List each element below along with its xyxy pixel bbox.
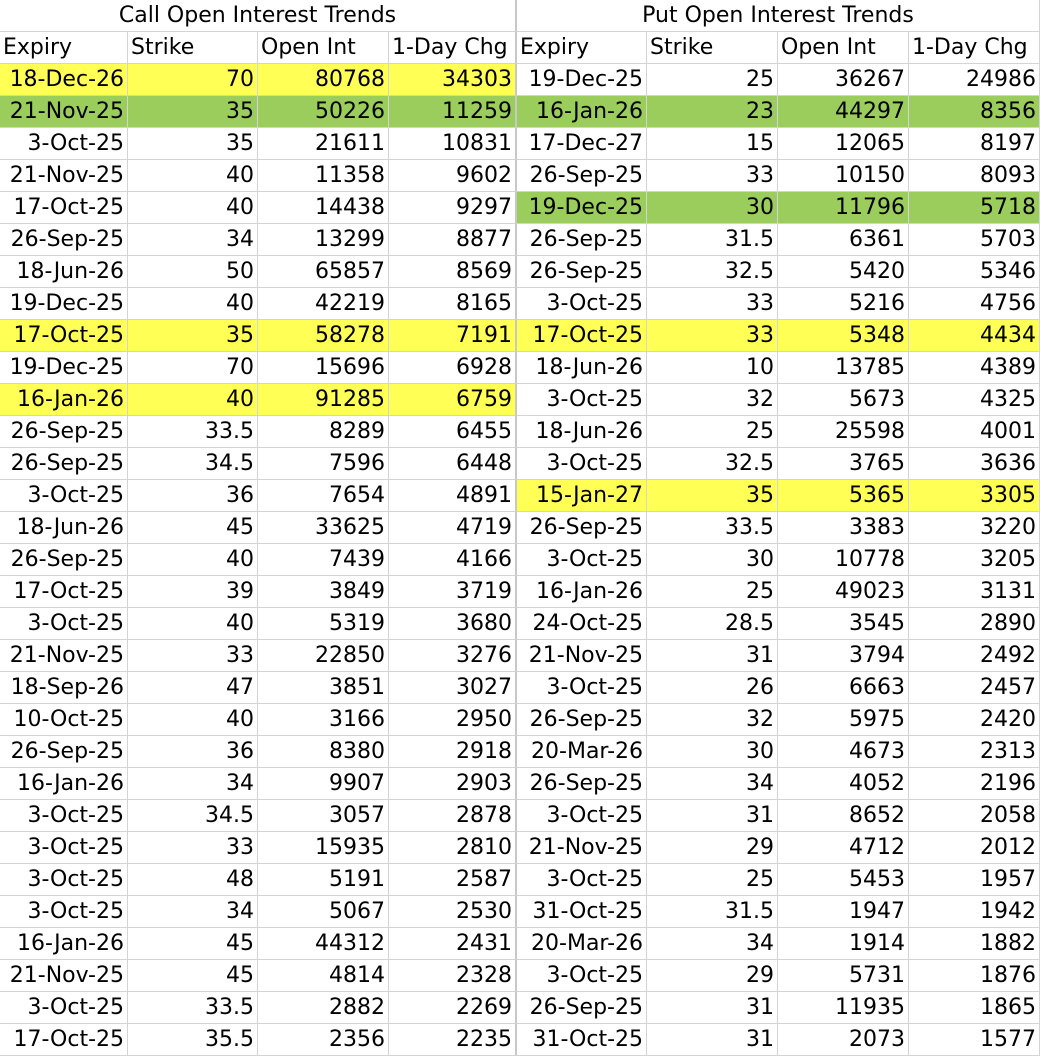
put-cell-open-int[interactable]: 6663	[778, 672, 909, 704]
put-cell-expiry[interactable]: 3-Oct-25	[517, 672, 647, 704]
call-cell-open-int[interactable]: 4814	[258, 960, 389, 992]
call-cell-strike[interactable]: 48	[128, 864, 258, 896]
put-cell-strike[interactable]: 25	[647, 416, 778, 448]
call-cell-chg[interactable]: 6448	[389, 448, 517, 480]
put-cell-strike[interactable]: 26	[647, 672, 778, 704]
call-cell-strike[interactable]: 40	[128, 160, 258, 192]
put-cell-chg[interactable]: 8197	[909, 128, 1040, 160]
put-cell-strike[interactable]: 28.5	[647, 608, 778, 640]
call-cell-strike[interactable]: 40	[128, 384, 258, 416]
call-cell-strike[interactable]: 39	[128, 576, 258, 608]
put-cell-expiry[interactable]: 16-Jan-26	[517, 576, 647, 608]
put-cell-strike[interactable]: 32	[647, 384, 778, 416]
put-cell-expiry[interactable]: 20-Mar-26	[517, 928, 647, 960]
put-cell-open-int[interactable]: 3545	[778, 608, 909, 640]
call-cell-strike[interactable]: 40	[128, 704, 258, 736]
call-cell-open-int[interactable]: 58278	[258, 320, 389, 352]
call-cell-chg[interactable]: 2269	[389, 992, 517, 1024]
put-cell-chg[interactable]: 8356	[909, 96, 1040, 128]
put-cell-chg[interactable]: 5718	[909, 192, 1040, 224]
call-cell-expiry[interactable]: 17-Oct-25	[0, 1024, 128, 1056]
put-cell-strike[interactable]: 31	[647, 992, 778, 1024]
call-cell-expiry[interactable]: 3-Oct-25	[0, 896, 128, 928]
call-cell-open-int[interactable]: 5067	[258, 896, 389, 928]
put-cell-expiry[interactable]: 3-Oct-25	[517, 960, 647, 992]
call-cell-open-int[interactable]: 7654	[258, 480, 389, 512]
put-cell-strike[interactable]: 15	[647, 128, 778, 160]
put-cell-open-int[interactable]: 6361	[778, 224, 909, 256]
put-cell-strike[interactable]: 32.5	[647, 448, 778, 480]
call-cell-strike[interactable]: 40	[128, 288, 258, 320]
put-cell-expiry[interactable]: 15-Jan-27	[517, 480, 647, 512]
put-cell-chg[interactable]: 4389	[909, 352, 1040, 384]
put-header-expiry[interactable]: Expiry	[517, 32, 647, 64]
put-cell-chg[interactable]: 2457	[909, 672, 1040, 704]
put-cell-strike[interactable]: 31.5	[647, 224, 778, 256]
put-cell-open-int[interactable]: 1947	[778, 896, 909, 928]
put-cell-open-int[interactable]: 3765	[778, 448, 909, 480]
put-cell-chg[interactable]: 1942	[909, 896, 1040, 928]
put-cell-expiry[interactable]: 20-Mar-26	[517, 736, 647, 768]
call-cell-open-int[interactable]: 9907	[258, 768, 389, 800]
call-cell-open-int[interactable]: 3849	[258, 576, 389, 608]
put-cell-expiry[interactable]: 21-Nov-25	[517, 832, 647, 864]
call-cell-open-int[interactable]: 5191	[258, 864, 389, 896]
call-cell-strike[interactable]: 34.5	[128, 448, 258, 480]
put-cell-chg[interactable]: 5346	[909, 256, 1040, 288]
call-cell-expiry[interactable]: 17-Oct-25	[0, 576, 128, 608]
put-cell-chg[interactable]: 4434	[909, 320, 1040, 352]
put-cell-chg[interactable]: 3636	[909, 448, 1040, 480]
call-cell-expiry[interactable]: 3-Oct-25	[0, 992, 128, 1024]
call-cell-expiry[interactable]: 16-Jan-26	[0, 928, 128, 960]
call-cell-strike[interactable]: 40	[128, 608, 258, 640]
put-cell-strike[interactable]: 35	[647, 480, 778, 512]
call-cell-open-int[interactable]: 44312	[258, 928, 389, 960]
put-cell-open-int[interactable]: 5216	[778, 288, 909, 320]
call-cell-strike[interactable]: 35	[128, 128, 258, 160]
call-cell-expiry[interactable]: 3-Oct-25	[0, 128, 128, 160]
put-cell-strike[interactable]: 32.5	[647, 256, 778, 288]
put-cell-strike[interactable]: 29	[647, 832, 778, 864]
put-cell-strike[interactable]: 25	[647, 864, 778, 896]
call-cell-expiry[interactable]: 26-Sep-25	[0, 736, 128, 768]
call-cell-strike[interactable]: 40	[128, 544, 258, 576]
put-cell-chg[interactable]: 1876	[909, 960, 1040, 992]
put-cell-strike[interactable]: 29	[647, 960, 778, 992]
call-cell-strike[interactable]: 33.5	[128, 992, 258, 1024]
put-cell-chg[interactable]: 2492	[909, 640, 1040, 672]
call-cell-open-int[interactable]: 42219	[258, 288, 389, 320]
put-cell-open-int[interactable]: 12065	[778, 128, 909, 160]
call-cell-chg[interactable]: 8165	[389, 288, 517, 320]
call-cell-chg[interactable]: 4719	[389, 512, 517, 544]
call-cell-open-int[interactable]: 21611	[258, 128, 389, 160]
put-cell-strike[interactable]: 25	[647, 64, 778, 96]
put-cell-chg[interactable]: 3131	[909, 576, 1040, 608]
put-cell-chg[interactable]: 2196	[909, 768, 1040, 800]
call-cell-chg[interactable]: 2918	[389, 736, 517, 768]
put-cell-chg[interactable]: 2058	[909, 800, 1040, 832]
put-cell-open-int[interactable]: 5975	[778, 704, 909, 736]
put-header-1-day-chg[interactable]: 1-Day Chg	[909, 32, 1040, 64]
put-cell-open-int[interactable]: 10150	[778, 160, 909, 192]
put-cell-chg[interactable]: 3305	[909, 480, 1040, 512]
put-cell-expiry[interactable]: 26-Sep-25	[517, 512, 647, 544]
call-cell-expiry[interactable]: 3-Oct-25	[0, 800, 128, 832]
put-cell-chg[interactable]: 4756	[909, 288, 1040, 320]
call-section-title[interactable]: Call Open Interest Trends	[0, 0, 517, 32]
call-cell-expiry[interactable]: 26-Sep-25	[0, 544, 128, 576]
put-cell-open-int[interactable]: 11796	[778, 192, 909, 224]
call-cell-strike[interactable]: 45	[128, 928, 258, 960]
put-cell-open-int[interactable]: 4052	[778, 768, 909, 800]
call-cell-chg[interactable]: 3719	[389, 576, 517, 608]
call-cell-expiry[interactable]: 26-Sep-25	[0, 416, 128, 448]
put-cell-open-int[interactable]: 5365	[778, 480, 909, 512]
put-cell-expiry[interactable]: 21-Nov-25	[517, 640, 647, 672]
call-cell-open-int[interactable]: 91285	[258, 384, 389, 416]
put-cell-expiry[interactable]: 3-Oct-25	[517, 448, 647, 480]
put-cell-open-int[interactable]: 4712	[778, 832, 909, 864]
call-cell-expiry[interactable]: 19-Dec-25	[0, 352, 128, 384]
call-cell-strike[interactable]: 70	[128, 352, 258, 384]
put-cell-expiry[interactable]: 26-Sep-25	[517, 256, 647, 288]
call-cell-chg[interactable]: 2950	[389, 704, 517, 736]
call-cell-chg[interactable]: 10831	[389, 128, 517, 160]
call-cell-open-int[interactable]: 13299	[258, 224, 389, 256]
put-cell-expiry[interactable]: 18-Jun-26	[517, 352, 647, 384]
put-cell-open-int[interactable]: 8652	[778, 800, 909, 832]
call-cell-open-int[interactable]: 7596	[258, 448, 389, 480]
call-cell-strike[interactable]: 35	[128, 96, 258, 128]
call-header-expiry[interactable]: Expiry	[0, 32, 128, 64]
call-cell-chg[interactable]: 8569	[389, 256, 517, 288]
put-header-open-int[interactable]: Open Int	[778, 32, 909, 64]
call-cell-chg[interactable]: 2328	[389, 960, 517, 992]
put-cell-open-int[interactable]: 11935	[778, 992, 909, 1024]
put-cell-open-int[interactable]: 5348	[778, 320, 909, 352]
put-cell-open-int[interactable]: 49023	[778, 576, 909, 608]
call-cell-chg[interactable]: 4166	[389, 544, 517, 576]
put-cell-strike[interactable]: 31.5	[647, 896, 778, 928]
put-cell-strike[interactable]: 34	[647, 928, 778, 960]
call-cell-chg[interactable]: 3680	[389, 608, 517, 640]
put-cell-expiry[interactable]: 19-Dec-25	[517, 64, 647, 96]
call-cell-expiry[interactable]: 3-Oct-25	[0, 864, 128, 896]
call-cell-strike[interactable]: 40	[128, 192, 258, 224]
call-cell-open-int[interactable]: 3851	[258, 672, 389, 704]
call-cell-open-int[interactable]: 33625	[258, 512, 389, 544]
put-cell-chg[interactable]: 2313	[909, 736, 1040, 768]
put-cell-open-int[interactable]: 3794	[778, 640, 909, 672]
put-cell-expiry[interactable]: 26-Sep-25	[517, 992, 647, 1024]
put-cell-expiry[interactable]: 3-Oct-25	[517, 864, 647, 896]
put-cell-strike[interactable]: 33	[647, 320, 778, 352]
put-cell-expiry[interactable]: 24-Oct-25	[517, 608, 647, 640]
call-cell-expiry[interactable]: 17-Oct-25	[0, 192, 128, 224]
call-cell-chg[interactable]: 2235	[389, 1024, 517, 1056]
put-cell-expiry[interactable]: 26-Sep-25	[517, 160, 647, 192]
put-cell-strike[interactable]: 33.5	[647, 512, 778, 544]
call-cell-open-int[interactable]: 2356	[258, 1024, 389, 1056]
put-cell-chg[interactable]: 3205	[909, 544, 1040, 576]
put-cell-open-int[interactable]: 5731	[778, 960, 909, 992]
call-cell-chg[interactable]: 8877	[389, 224, 517, 256]
put-header-strike[interactable]: Strike	[647, 32, 778, 64]
put-cell-chg[interactable]: 2012	[909, 832, 1040, 864]
call-cell-strike[interactable]: 36	[128, 480, 258, 512]
call-cell-chg[interactable]: 2903	[389, 768, 517, 800]
call-cell-open-int[interactable]: 65857	[258, 256, 389, 288]
call-cell-expiry[interactable]: 3-Oct-25	[0, 480, 128, 512]
put-cell-expiry[interactable]: 3-Oct-25	[517, 544, 647, 576]
put-cell-open-int[interactable]: 36267	[778, 64, 909, 96]
put-cell-strike[interactable]: 31	[647, 800, 778, 832]
call-cell-open-int[interactable]: 14438	[258, 192, 389, 224]
call-cell-open-int[interactable]: 8289	[258, 416, 389, 448]
put-cell-expiry[interactable]: 3-Oct-25	[517, 288, 647, 320]
call-cell-chg[interactable]: 2810	[389, 832, 517, 864]
call-cell-open-int[interactable]: 8380	[258, 736, 389, 768]
call-cell-chg[interactable]: 2530	[389, 896, 517, 928]
call-cell-expiry[interactable]: 18-Jun-26	[0, 512, 128, 544]
put-cell-strike[interactable]: 33	[647, 288, 778, 320]
call-cell-expiry[interactable]: 18-Sep-26	[0, 672, 128, 704]
call-cell-strike[interactable]: 50	[128, 256, 258, 288]
put-cell-expiry[interactable]: 19-Dec-25	[517, 192, 647, 224]
put-cell-strike[interactable]: 33	[647, 160, 778, 192]
call-cell-expiry[interactable]: 18-Dec-26	[0, 64, 128, 96]
put-cell-open-int[interactable]: 5453	[778, 864, 909, 896]
call-cell-strike[interactable]: 45	[128, 512, 258, 544]
put-cell-chg[interactable]: 1577	[909, 1024, 1040, 1056]
call-cell-expiry[interactable]: 16-Jan-26	[0, 384, 128, 416]
put-cell-open-int[interactable]: 1914	[778, 928, 909, 960]
call-cell-chg[interactable]: 6759	[389, 384, 517, 416]
call-cell-chg[interactable]: 9602	[389, 160, 517, 192]
call-cell-open-int[interactable]: 2882	[258, 992, 389, 1024]
put-cell-strike[interactable]: 23	[647, 96, 778, 128]
put-cell-chg[interactable]: 4001	[909, 416, 1040, 448]
put-cell-expiry[interactable]: 31-Oct-25	[517, 896, 647, 928]
put-cell-strike[interactable]: 32	[647, 704, 778, 736]
put-cell-chg[interactable]: 1865	[909, 992, 1040, 1024]
call-cell-expiry[interactable]: 18-Jun-26	[0, 256, 128, 288]
put-cell-strike[interactable]: 30	[647, 544, 778, 576]
put-cell-chg[interactable]: 3220	[909, 512, 1040, 544]
call-cell-expiry[interactable]: 17-Oct-25	[0, 320, 128, 352]
call-cell-strike[interactable]: 34	[128, 896, 258, 928]
call-header-open-int[interactable]: Open Int	[258, 32, 389, 64]
put-cell-expiry[interactable]: 18-Jun-26	[517, 416, 647, 448]
put-cell-strike[interactable]: 30	[647, 192, 778, 224]
call-cell-open-int[interactable]: 80768	[258, 64, 389, 96]
put-cell-chg[interactable]: 5703	[909, 224, 1040, 256]
call-cell-open-int[interactable]: 7439	[258, 544, 389, 576]
put-cell-expiry[interactable]: 31-Oct-25	[517, 1024, 647, 1056]
put-cell-open-int[interactable]: 2073	[778, 1024, 909, 1056]
call-header-strike[interactable]: Strike	[128, 32, 258, 64]
put-cell-open-int[interactable]: 5673	[778, 384, 909, 416]
call-cell-chg[interactable]: 34303	[389, 64, 517, 96]
call-cell-chg[interactable]: 4891	[389, 480, 517, 512]
call-cell-expiry[interactable]: 26-Sep-25	[0, 448, 128, 480]
call-cell-strike[interactable]: 34	[128, 768, 258, 800]
call-cell-expiry[interactable]: 16-Jan-26	[0, 768, 128, 800]
put-cell-expiry[interactable]: 17-Dec-27	[517, 128, 647, 160]
call-cell-expiry[interactable]: 21-Nov-25	[0, 640, 128, 672]
call-cell-strike[interactable]: 45	[128, 960, 258, 992]
put-section-title[interactable]: Put Open Interest Trends	[517, 0, 1040, 32]
call-cell-strike[interactable]: 35	[128, 320, 258, 352]
call-cell-strike[interactable]: 33.5	[128, 416, 258, 448]
put-cell-expiry[interactable]: 3-Oct-25	[517, 800, 647, 832]
call-cell-expiry[interactable]: 19-Dec-25	[0, 288, 128, 320]
put-cell-strike[interactable]: 34	[647, 768, 778, 800]
put-cell-open-int[interactable]: 4673	[778, 736, 909, 768]
put-cell-strike[interactable]: 30	[647, 736, 778, 768]
call-cell-open-int[interactable]: 3166	[258, 704, 389, 736]
call-cell-chg[interactable]: 7191	[389, 320, 517, 352]
call-header-1-day-chg[interactable]: 1-Day Chg	[389, 32, 517, 64]
call-cell-expiry[interactable]: 21-Nov-25	[0, 96, 128, 128]
call-cell-open-int[interactable]: 3057	[258, 800, 389, 832]
call-cell-chg[interactable]: 9297	[389, 192, 517, 224]
call-cell-expiry[interactable]: 3-Oct-25	[0, 832, 128, 864]
call-cell-chg[interactable]: 3276	[389, 640, 517, 672]
call-cell-strike[interactable]: 47	[128, 672, 258, 704]
call-cell-expiry[interactable]: 26-Sep-25	[0, 224, 128, 256]
call-cell-strike[interactable]: 35.5	[128, 1024, 258, 1056]
call-cell-open-int[interactable]: 15696	[258, 352, 389, 384]
call-cell-strike[interactable]: 70	[128, 64, 258, 96]
call-cell-open-int[interactable]: 5319	[258, 608, 389, 640]
put-cell-expiry[interactable]: 26-Sep-25	[517, 224, 647, 256]
call-cell-chg[interactable]: 6455	[389, 416, 517, 448]
call-cell-strike[interactable]: 34	[128, 224, 258, 256]
put-cell-expiry[interactable]: 26-Sep-25	[517, 704, 647, 736]
call-cell-open-int[interactable]: 11358	[258, 160, 389, 192]
call-cell-chg[interactable]: 2587	[389, 864, 517, 896]
call-cell-strike[interactable]: 33	[128, 832, 258, 864]
call-cell-chg[interactable]: 11259	[389, 96, 517, 128]
call-cell-strike[interactable]: 34.5	[128, 800, 258, 832]
call-cell-open-int[interactable]: 22850	[258, 640, 389, 672]
put-cell-chg[interactable]: 2890	[909, 608, 1040, 640]
call-cell-open-int[interactable]: 15935	[258, 832, 389, 864]
call-cell-strike[interactable]: 36	[128, 736, 258, 768]
put-cell-expiry[interactable]: 3-Oct-25	[517, 384, 647, 416]
put-cell-open-int[interactable]: 44297	[778, 96, 909, 128]
put-cell-chg[interactable]: 2420	[909, 704, 1040, 736]
call-cell-chg[interactable]: 2878	[389, 800, 517, 832]
put-cell-expiry[interactable]: 26-Sep-25	[517, 768, 647, 800]
put-cell-strike[interactable]: 31	[647, 1024, 778, 1056]
call-cell-chg[interactable]: 3027	[389, 672, 517, 704]
put-cell-strike[interactable]: 10	[647, 352, 778, 384]
put-cell-chg[interactable]: 24986	[909, 64, 1040, 96]
call-cell-chg[interactable]: 2431	[389, 928, 517, 960]
call-cell-expiry[interactable]: 21-Nov-25	[0, 160, 128, 192]
put-cell-open-int[interactable]: 10778	[778, 544, 909, 576]
put-cell-chg[interactable]: 1882	[909, 928, 1040, 960]
call-cell-expiry[interactable]: 10-Oct-25	[0, 704, 128, 736]
call-cell-chg[interactable]: 6928	[389, 352, 517, 384]
put-cell-expiry[interactable]: 17-Oct-25	[517, 320, 647, 352]
put-cell-open-int[interactable]: 5420	[778, 256, 909, 288]
put-cell-chg[interactable]: 1957	[909, 864, 1040, 896]
put-cell-strike[interactable]: 31	[647, 640, 778, 672]
call-cell-expiry[interactable]: 3-Oct-25	[0, 608, 128, 640]
put-cell-chg[interactable]: 4325	[909, 384, 1040, 416]
put-cell-expiry[interactable]: 16-Jan-26	[517, 96, 647, 128]
put-cell-strike[interactable]: 25	[647, 576, 778, 608]
put-cell-open-int[interactable]: 13785	[778, 352, 909, 384]
put-cell-chg[interactable]: 8093	[909, 160, 1040, 192]
put-cell-open-int[interactable]: 25598	[778, 416, 909, 448]
call-cell-expiry[interactable]: 21-Nov-25	[0, 960, 128, 992]
call-cell-open-int[interactable]: 50226	[258, 96, 389, 128]
put-cell-open-int[interactable]: 3383	[778, 512, 909, 544]
call-cell-strike[interactable]: 33	[128, 640, 258, 672]
